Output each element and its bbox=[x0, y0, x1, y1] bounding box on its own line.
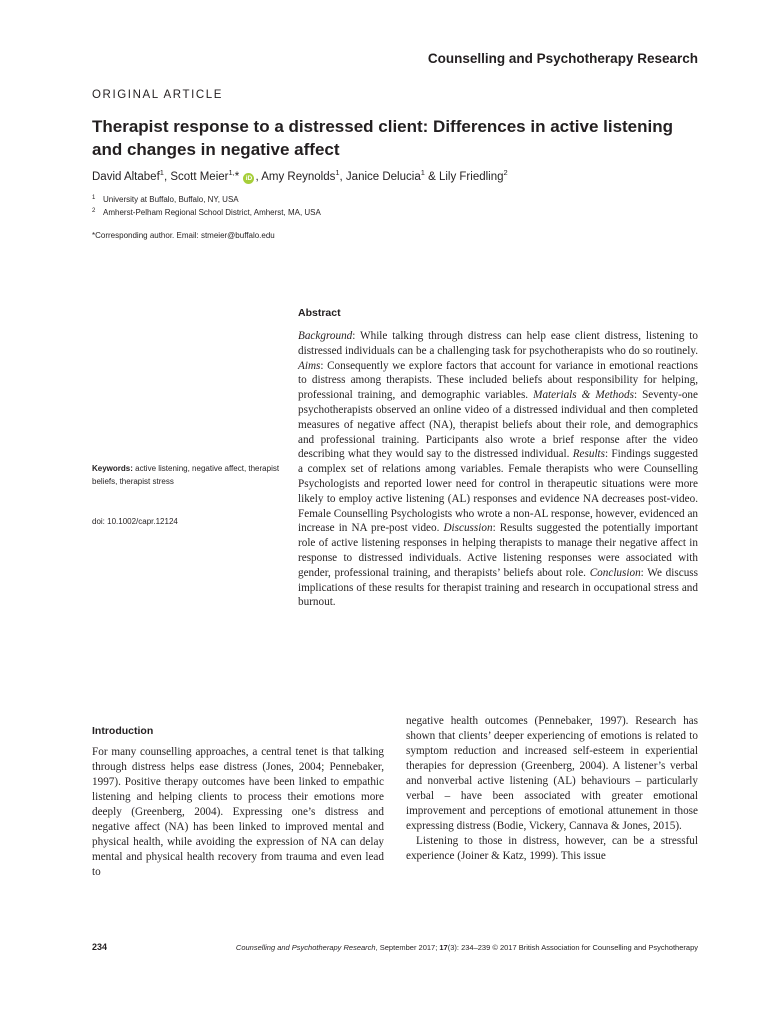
author-separator: & bbox=[424, 170, 439, 183]
footer-citation bbox=[236, 943, 698, 952]
author-affiliation-marker: 1, bbox=[228, 168, 235, 177]
corresponding-author-marker: * bbox=[234, 170, 240, 183]
affiliation-text: University at Buffalo, Buffalo, NY, USA bbox=[103, 195, 239, 204]
affiliation-number: 2 bbox=[92, 208, 96, 214]
article-title: Therapist response to a distressed client: Differences in active listening and changes in negative affect bbox=[92, 117, 674, 159]
abstract-section-label: Background bbox=[298, 330, 353, 342]
author-separator: , bbox=[163, 170, 171, 183]
abstract-text-segment: : Consequently we explore factors that account for variance in emotional reactions to distress among therapists. These included beliefs about responsibility for helping, professional training, and demographic variables. bbox=[298, 359, 698, 402]
author-list bbox=[92, 168, 508, 184]
affiliation-text: Amherst-Pelham Regional School District, Amherst, MA, USA bbox=[103, 208, 321, 217]
author-affiliation-marker: 2 bbox=[503, 168, 508, 177]
author-name: Amy Reynolds bbox=[261, 170, 336, 183]
intro-paragraph-1: For many counselling approaches, a central tenet is that talking through distress helps ease distress (Jones, 2004; Pennebaker, 1997). Positive therapy outcomes have been linked to empathic listening and helping clients to process their emotions more deeply (Greenberg, 2004). Expressing one’s distress and negative affect (NA) has been linked to improved mental and physical health, while avoiding the expression of NA can delay mental and physical health recovery from trauma and even lead to bbox=[92, 746, 384, 878]
author-affiliation-marker: 1 bbox=[420, 168, 425, 177]
keywords-text: active listening, negative affect, therapist beliefs, therapist stress bbox=[92, 464, 280, 486]
intro-paragraph-1-continued: negative health outcomes (Pennebaker, 1997). Research has shown that clients’ deeper experiencing of emotions is related to symptom reduction and increased self-esteem in experiential therapies for depression (Greenberg, 2004). A listener’s verbal and nonverbal active listening (AL) behaviours – particularly verbal – have been associated with greater emotional improvement and perceptions of emotional attunement in those expressing distress (Bodie, Vickery, Cannava & Jones, 2015). bbox=[406, 715, 698, 832]
author-name: Scott Meier bbox=[170, 170, 229, 183]
footer-volume: 17 bbox=[439, 943, 448, 952]
affiliation-item bbox=[92, 193, 321, 206]
corresponding-author-note: *Corresponding author. Email: stmeier@buffalo.edu bbox=[92, 231, 275, 240]
abstract-section-label: Aims bbox=[298, 359, 321, 372]
introduction-left-column bbox=[92, 745, 384, 880]
keywords bbox=[92, 462, 282, 488]
page-number: 234 bbox=[92, 942, 108, 952]
author-separator: , bbox=[255, 170, 262, 183]
introduction-right-column bbox=[406, 714, 698, 864]
intro-paragraph-2: Listening to those in distress, however, can be a stressful experience (Joiner & Katz, 1999). This issue bbox=[406, 835, 698, 862]
orcid-icon[interactable]: iD bbox=[243, 173, 254, 184]
author-name: Janice Delucia bbox=[345, 170, 421, 183]
affiliations bbox=[92, 193, 321, 219]
doi: doi: 10.1002/capr.12124 bbox=[92, 517, 178, 526]
abstract-section-label: Materials & Methods bbox=[533, 389, 634, 402]
abstract-text-segment: : Results suggested the potentially important role of active listening responses in helping therapists to manage their negative affect in response to distressed individuals. Active listening responses were associated with gender, professional training, and therapists’ beliefs about role. bbox=[298, 522, 698, 579]
abstract-text-segment: : We discuss implications of these results for therapist training and research in occupational stress and burnout. bbox=[298, 566, 698, 609]
author-affiliation-marker: 1 bbox=[335, 168, 340, 177]
keywords-label: Keywords: bbox=[92, 464, 133, 473]
abstract-heading: Abstract bbox=[298, 307, 341, 319]
article-type-label: ORIGINAL ARTICLE bbox=[92, 89, 224, 101]
abstract-body bbox=[298, 329, 698, 610]
abstract-section-label: Results bbox=[572, 448, 606, 461]
author-affiliation-marker: 1 bbox=[159, 168, 164, 177]
abstract-text-segment: : Findings suggested a complex set of relations among variables. Female therapists who were Counselling Psychologists and reported lower need for control in therapeutic situations were more likely to employ active listening (AL) responses and evidence NA decreases post-video. Female Counselling Psychologists who wrote a non-AL response, however, evidenced an increase in NA pre-post video. bbox=[298, 448, 698, 535]
journal-name: Counselling and Psychotherapy Research bbox=[427, 51, 698, 66]
abstract-text-segment: : Seventy-one psychotherapists observed an online video of a distressed individual and then completed measures of negative affect (NA), therapist beliefs about their role, and demographics and professional training. Participants also wrote a brief response after the video describing what they would say to the distressed individual. bbox=[298, 389, 698, 461]
abstract-text-segment: : While talking through distress can help ease client distress, listening to distressed individuals can be a challenging task for psychotherapists who do so routinely. bbox=[298, 330, 698, 357]
abstract-section-label: Conclusion bbox=[589, 566, 641, 579]
affiliation-number: 1 bbox=[92, 195, 96, 201]
author-name: David Altabef bbox=[92, 170, 160, 183]
author-separator: , bbox=[339, 170, 346, 183]
footer-date: , September 2017; bbox=[375, 943, 440, 952]
affiliation-item bbox=[92, 206, 321, 219]
introduction-heading: Introduction bbox=[92, 725, 154, 737]
footer-journal: Counselling and Psychotherapy Research bbox=[235, 943, 376, 952]
abstract-section-label: Discussion bbox=[443, 522, 493, 535]
author-name: Lily Friedling bbox=[438, 170, 504, 183]
footer-issue-pages: (3): 234–239 © 2017 British Association for Counselling and Psychotherapy bbox=[447, 943, 698, 952]
